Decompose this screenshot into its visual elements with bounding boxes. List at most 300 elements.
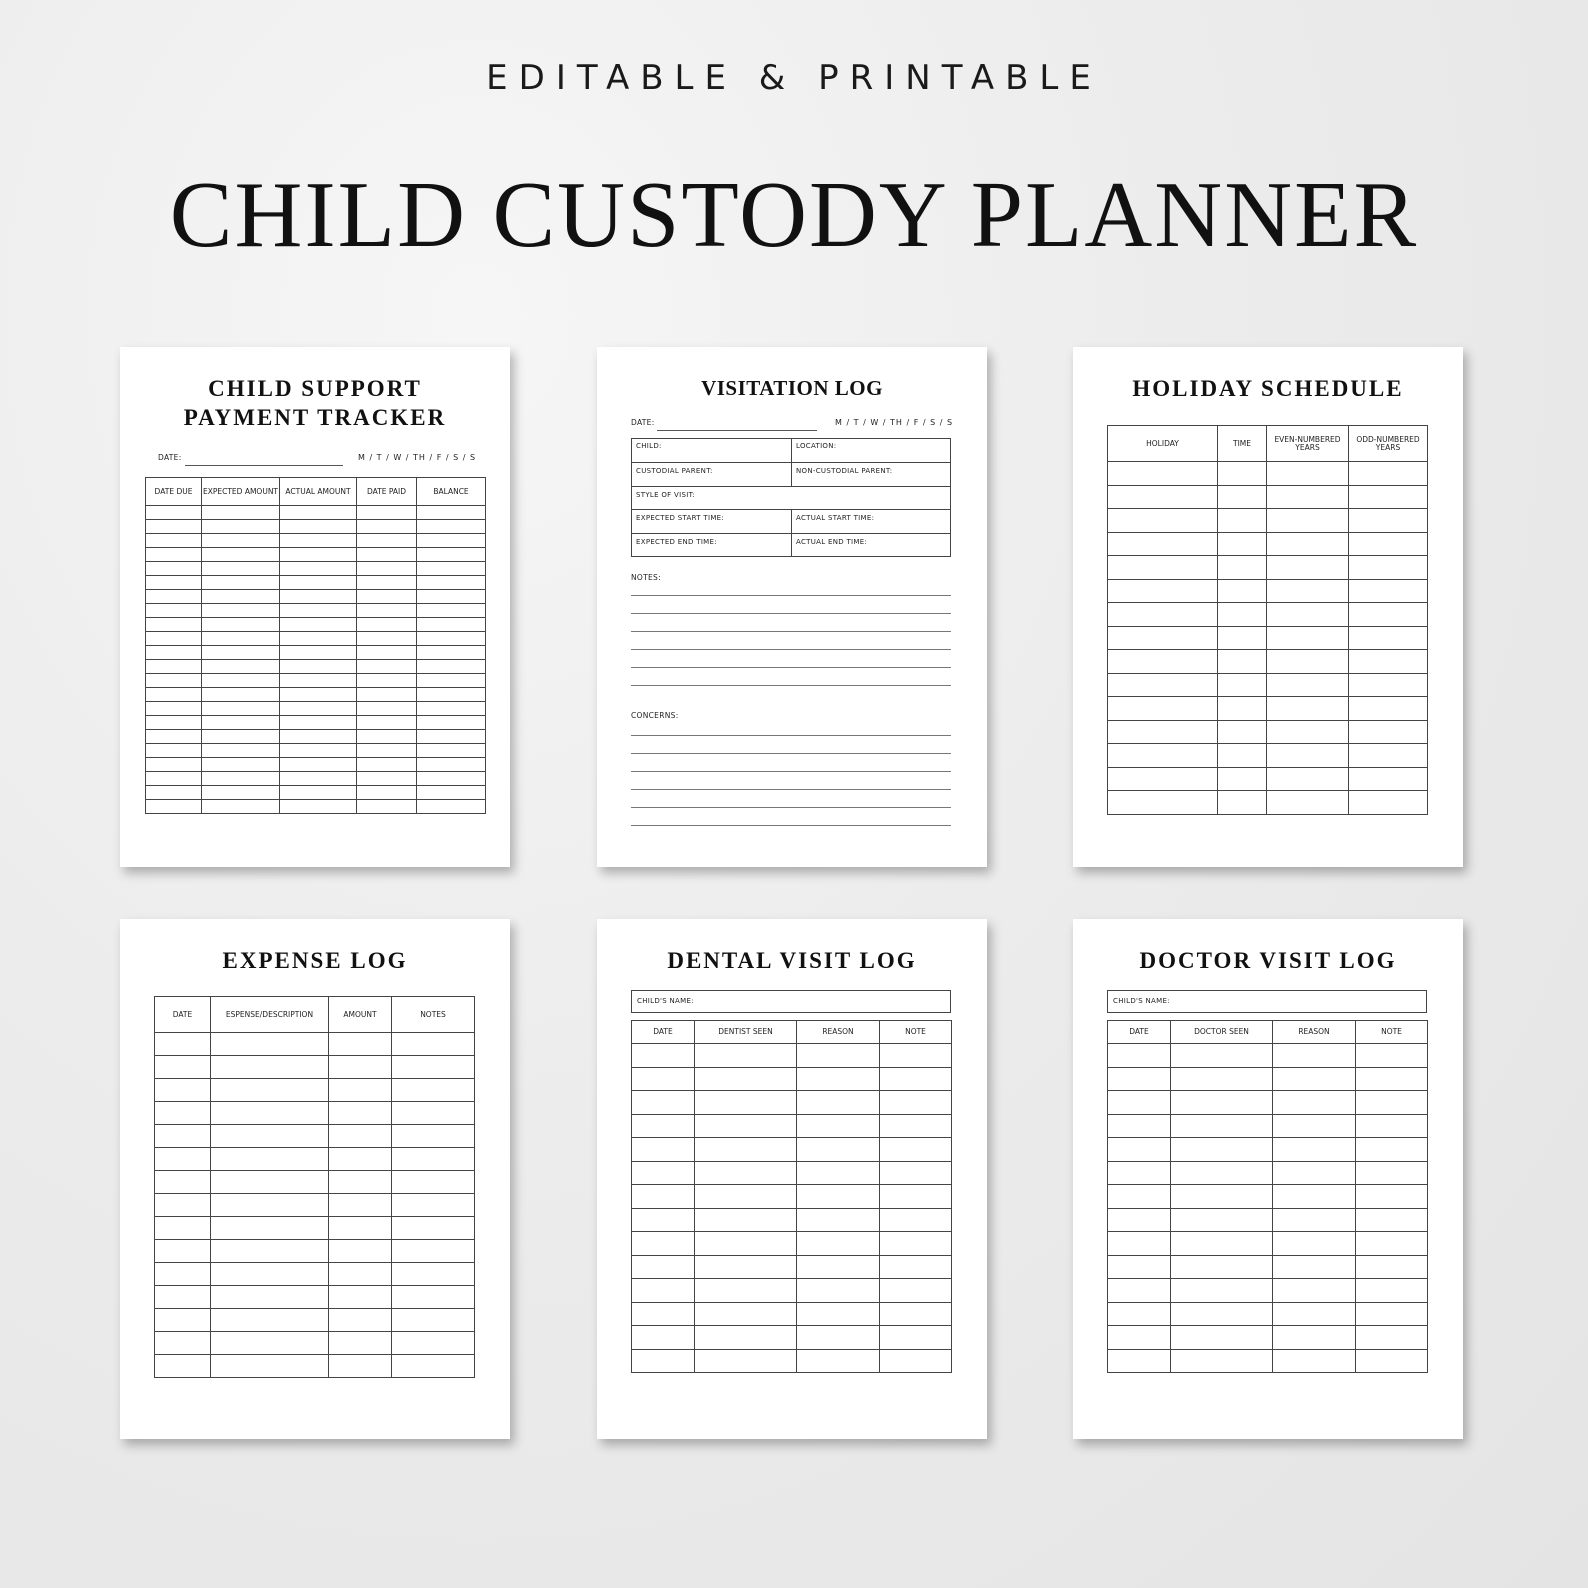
table-cell[interactable] [392,1148,475,1171]
table-cell[interactable] [202,674,280,688]
table-cell[interactable] [1267,673,1349,697]
table-cell[interactable] [392,1309,475,1332]
table-cell[interactable] [1356,1067,1428,1091]
table-cell[interactable] [146,786,202,800]
table-cell[interactable] [392,1286,475,1309]
table-cell[interactable] [1267,744,1349,768]
table-cell[interactable] [155,1286,211,1309]
table-cell[interactable] [1171,1326,1273,1350]
table-cell[interactable] [146,674,202,688]
table-cell[interactable] [1267,485,1349,509]
table-cell[interactable] [797,1138,880,1162]
table-cell[interactable] [797,1091,880,1115]
table-cell[interactable] [1267,626,1349,650]
table-cell[interactable] [146,562,202,576]
table-cell[interactable] [146,506,202,520]
table-cell[interactable] [1108,767,1218,791]
weekday-selector[interactable]: M / T / W / TH / F / S / S [358,453,477,462]
table-cell[interactable] [357,548,417,562]
table-cell[interactable] [280,506,357,520]
table-cell[interactable] [146,604,202,618]
table-cell[interactable] [280,646,357,660]
table-cell[interactable] [155,1355,211,1378]
table-cell[interactable] [146,688,202,702]
table-cell[interactable] [1273,1138,1356,1162]
table-cell[interactable] [202,744,280,758]
table-cell[interactable] [1108,1091,1171,1115]
expense-table[interactable] [154,996,475,1378]
table-cell[interactable] [202,786,280,800]
table-cell[interactable] [1267,650,1349,674]
table-cell[interactable] [357,688,417,702]
table-cell[interactable] [202,646,280,660]
table-cell[interactable] [1349,720,1428,744]
ruled-line[interactable] [631,613,951,614]
table-cell[interactable] [632,1185,695,1209]
doctor-table[interactable] [1107,1020,1428,1373]
table-cell[interactable] [357,632,417,646]
table-cell[interactable] [211,1125,329,1148]
table-cell[interactable] [1349,673,1428,697]
table-cell[interactable] [797,1185,880,1209]
table-cell[interactable] [392,1240,475,1263]
table-cell[interactable] [202,660,280,674]
table-cell[interactable] [695,1067,797,1091]
table-cell[interactable] [1108,1114,1171,1138]
table-cell[interactable] [417,702,486,716]
table-cell[interactable] [1267,767,1349,791]
table-cell[interactable] [357,772,417,786]
table-cell[interactable] [797,1349,880,1373]
table-cell[interactable] [146,660,202,674]
table-cell[interactable] [880,1232,952,1256]
table-cell[interactable] [202,576,280,590]
table-cell[interactable] [417,548,486,562]
table-cell[interactable] [392,1263,475,1286]
table-cell[interactable] [146,744,202,758]
table-cell[interactable] [392,1171,475,1194]
table-cell[interactable] [1273,1232,1356,1256]
table-cell[interactable] [392,1033,475,1056]
table-cell[interactable] [1356,1255,1428,1279]
table-cell[interactable] [417,758,486,772]
table-cell[interactable] [1267,603,1349,627]
table-cell[interactable] [1218,509,1267,533]
table-cell[interactable] [329,1056,392,1079]
table-cell[interactable] [155,1263,211,1286]
holiday-table[interactable] [1107,425,1428,815]
table-cell[interactable] [1108,1232,1171,1256]
table-cell[interactable] [329,1355,392,1378]
table-cell[interactable] [1267,532,1349,556]
table-cell[interactable] [202,604,280,618]
table-cell[interactable] [357,716,417,730]
table-cell[interactable] [280,632,357,646]
expected-start-field[interactable]: EXPECTED START TIME: [636,514,725,522]
table-cell[interactable] [417,660,486,674]
table-cell[interactable] [1171,1232,1273,1256]
table-cell[interactable] [392,1355,475,1378]
table-cell[interactable] [1108,1255,1171,1279]
ruled-line[interactable] [631,789,951,790]
table-cell[interactable] [1356,1302,1428,1326]
visit-info-box[interactable] [631,438,951,557]
table-cell[interactable] [417,520,486,534]
table-cell[interactable] [329,1240,392,1263]
table-cell[interactable] [1356,1161,1428,1185]
table-cell[interactable] [211,1217,329,1240]
table-cell[interactable] [211,1309,329,1332]
ruled-line[interactable] [631,685,951,686]
table-cell[interactable] [1349,767,1428,791]
table-cell[interactable] [329,1263,392,1286]
table-cell[interactable] [880,1208,952,1232]
table-cell[interactable] [1218,556,1267,580]
table-cell[interactable] [880,1279,952,1303]
table-cell[interactable] [695,1208,797,1232]
table-cell[interactable] [417,786,486,800]
table-cell[interactable] [1108,650,1218,674]
table-cell[interactable] [695,1302,797,1326]
table-cell[interactable] [202,772,280,786]
table-cell[interactable] [1356,1279,1428,1303]
table-cell[interactable] [1349,509,1428,533]
ruled-line[interactable] [631,595,951,596]
sheet-child-support-tracker[interactable] [120,347,510,867]
table-cell[interactable] [155,1056,211,1079]
table-cell[interactable] [1171,1349,1273,1373]
table-cell[interactable] [1108,791,1218,815]
table-cell[interactable] [1349,650,1428,674]
table-cell[interactable] [1108,462,1218,486]
table-cell[interactable] [280,758,357,772]
table-cell[interactable] [1218,532,1267,556]
table-cell[interactable] [417,646,486,660]
table-cell[interactable] [1273,1208,1356,1232]
table-cell[interactable] [797,1326,880,1350]
table-cell[interactable] [202,534,280,548]
table-cell[interactable] [211,1194,329,1217]
expected-end-field[interactable]: EXPECTED END TIME: [636,538,717,546]
table-cell[interactable] [1273,1067,1356,1091]
table-cell[interactable] [211,1240,329,1263]
style-of-visit-field[interactable]: STYLE OF VISIT: [636,491,696,499]
table-cell[interactable] [202,590,280,604]
table-cell[interactable] [417,772,486,786]
table-cell[interactable] [632,1232,695,1256]
table-cell[interactable] [1171,1279,1273,1303]
table-cell[interactable] [202,716,280,730]
dental-table[interactable] [631,1020,952,1373]
table-cell[interactable] [632,1161,695,1185]
sheet-dental-visit-log[interactable] [597,919,987,1439]
table-cell[interactable] [1108,1185,1171,1209]
table-cell[interactable] [392,1102,475,1125]
table-cell[interactable] [1273,1302,1356,1326]
table-cell[interactable] [417,534,486,548]
table-cell[interactable] [632,1114,695,1138]
table-cell[interactable] [155,1102,211,1125]
table-cell[interactable] [880,1349,952,1373]
table-cell[interactable] [146,758,202,772]
table-cell[interactable] [280,590,357,604]
table-cell[interactable] [357,674,417,688]
table-cell[interactable] [632,1044,695,1068]
table-cell[interactable] [202,632,280,646]
table-cell[interactable] [1108,1349,1171,1373]
date-line[interactable] [657,430,817,431]
table-cell[interactable] [1108,1138,1171,1162]
table-cell[interactable] [1273,1255,1356,1279]
table-cell[interactable] [417,730,486,744]
table-cell[interactable] [392,1056,475,1079]
table-cell[interactable] [797,1044,880,1068]
payment-table[interactable] [145,477,486,814]
table-cell[interactable] [357,590,417,604]
table-cell[interactable] [417,674,486,688]
sheet-holiday-schedule[interactable] [1073,347,1463,867]
table-cell[interactable] [417,800,486,814]
sheet-visitation-log[interactable] [597,347,987,867]
table-cell[interactable] [280,520,357,534]
table-cell[interactable] [280,548,357,562]
table-cell[interactable] [1218,767,1267,791]
table-cell[interactable] [211,1079,329,1102]
table-cell[interactable] [211,1332,329,1355]
table-cell[interactable] [211,1148,329,1171]
table-cell[interactable] [1218,744,1267,768]
table-cell[interactable] [1273,1044,1356,1068]
table-cell[interactable] [632,1326,695,1350]
table-cell[interactable] [1356,1349,1428,1373]
table-cell[interactable] [357,506,417,520]
table-cell[interactable] [1356,1185,1428,1209]
table-cell[interactable] [280,562,357,576]
table-cell[interactable] [1108,1326,1171,1350]
table-cell[interactable] [146,534,202,548]
table-cell[interactable] [1108,1279,1171,1303]
table-cell[interactable] [155,1079,211,1102]
table-cell[interactable] [695,1349,797,1373]
table-cell[interactable] [155,1194,211,1217]
table-cell[interactable] [211,1102,329,1125]
table-cell[interactable] [1218,626,1267,650]
table-cell[interactable] [1171,1138,1273,1162]
table-cell[interactable] [202,730,280,744]
table-cell[interactable] [632,1349,695,1373]
table-cell[interactable] [632,1138,695,1162]
table-cell[interactable] [797,1067,880,1091]
ruled-line[interactable] [631,631,951,632]
table-cell[interactable] [880,1302,952,1326]
table-cell[interactable] [146,520,202,534]
sheet-doctor-visit-log[interactable] [1073,919,1463,1439]
table-cell[interactable] [146,772,202,786]
table-cell[interactable] [357,576,417,590]
table-cell[interactable] [1267,791,1349,815]
table-cell[interactable] [1171,1185,1273,1209]
table-cell[interactable] [329,1217,392,1240]
table-cell[interactable] [155,1171,211,1194]
table-cell[interactable] [280,730,357,744]
table-cell[interactable] [1267,720,1349,744]
table-cell[interactable] [329,1332,392,1355]
table-cell[interactable] [202,506,280,520]
table-cell[interactable] [797,1232,880,1256]
table-cell[interactable] [280,772,357,786]
table-cell[interactable] [211,1056,329,1079]
table-cell[interactable] [695,1232,797,1256]
table-cell[interactable] [632,1302,695,1326]
table-cell[interactable] [357,660,417,674]
table-cell[interactable] [357,646,417,660]
table-cell[interactable] [146,590,202,604]
table-cell[interactable] [202,800,280,814]
table-cell[interactable] [357,604,417,618]
table-cell[interactable] [357,744,417,758]
table-cell[interactable] [357,534,417,548]
table-cell[interactable] [211,1033,329,1056]
table-cell[interactable] [1171,1091,1273,1115]
table-cell[interactable] [632,1067,695,1091]
table-cell[interactable] [357,702,417,716]
table-cell[interactable] [1108,1161,1171,1185]
table-cell[interactable] [880,1138,952,1162]
table-cell[interactable] [155,1240,211,1263]
table-cell[interactable] [1108,532,1218,556]
table-cell[interactable] [632,1091,695,1115]
table-cell[interactable] [797,1279,880,1303]
table-cell[interactable] [357,520,417,534]
table-cell[interactable] [1349,791,1428,815]
table-cell[interactable] [797,1255,880,1279]
table-cell[interactable] [1356,1114,1428,1138]
table-cell[interactable] [1108,1208,1171,1232]
custodial-parent-field[interactable]: CUSTODIAL PARENT: [636,467,713,475]
table-cell[interactable] [211,1355,329,1378]
table-cell[interactable] [280,604,357,618]
table-cell[interactable] [1273,1279,1356,1303]
table-cell[interactable] [1218,650,1267,674]
table-cell[interactable] [1108,697,1218,721]
table-cell[interactable] [392,1079,475,1102]
table-cell[interactable] [695,1255,797,1279]
table-cell[interactable] [880,1161,952,1185]
table-cell[interactable] [1108,720,1218,744]
table-cell[interactable] [1267,462,1349,486]
table-cell[interactable] [1108,485,1218,509]
table-cell[interactable] [1218,579,1267,603]
table-cell[interactable] [329,1033,392,1056]
table-cell[interactable] [797,1114,880,1138]
table-cell[interactable] [1218,791,1267,815]
table-cell[interactable] [329,1171,392,1194]
table-cell[interactable] [146,716,202,730]
table-cell[interactable] [357,730,417,744]
table-cell[interactable] [1108,603,1218,627]
table-cell[interactable] [1108,626,1218,650]
table-cell[interactable] [417,576,486,590]
table-cell[interactable] [1356,1091,1428,1115]
table-cell[interactable] [146,632,202,646]
table-cell[interactable] [155,1125,211,1148]
table-cell[interactable] [329,1309,392,1332]
table-cell[interactable] [1349,462,1428,486]
location-field[interactable]: LOCATION: [796,442,837,450]
table-cell[interactable] [417,506,486,520]
table-cell[interactable] [417,604,486,618]
table-cell[interactable] [1171,1302,1273,1326]
table-cell[interactable] [146,702,202,716]
table-cell[interactable] [1218,720,1267,744]
table-cell[interactable] [1218,673,1267,697]
table-cell[interactable] [632,1255,695,1279]
table-cell[interactable] [417,632,486,646]
table-cell[interactable] [155,1148,211,1171]
table-cell[interactable] [417,716,486,730]
table-cell[interactable] [392,1217,475,1240]
table-cell[interactable] [329,1148,392,1171]
table-cell[interactable] [146,618,202,632]
table-cell[interactable] [392,1125,475,1148]
ruled-line[interactable] [631,735,951,736]
table-cell[interactable] [1349,485,1428,509]
table-cell[interactable] [880,1091,952,1115]
ruled-line[interactable] [631,807,951,808]
table-cell[interactable] [1349,603,1428,627]
table-cell[interactable] [1349,556,1428,580]
table-cell[interactable] [1356,1044,1428,1068]
ruled-line[interactable] [631,649,951,650]
table-cell[interactable] [880,1185,952,1209]
table-cell[interactable] [1267,697,1349,721]
table-cell[interactable] [202,548,280,562]
table-cell[interactable] [1171,1255,1273,1279]
table-cell[interactable] [280,674,357,688]
table-cell[interactable] [357,562,417,576]
table-cell[interactable] [357,618,417,632]
table-cell[interactable] [357,800,417,814]
table-cell[interactable] [1218,603,1267,627]
table-cell[interactable] [1108,1302,1171,1326]
table-cell[interactable] [280,716,357,730]
table-cell[interactable] [1273,1185,1356,1209]
actual-start-field[interactable]: ACTUAL START TIME: [796,514,875,522]
table-cell[interactable] [1349,697,1428,721]
table-cell[interactable] [1349,579,1428,603]
table-cell[interactable] [357,786,417,800]
table-cell[interactable] [1356,1138,1428,1162]
table-cell[interactable] [146,548,202,562]
table-cell[interactable] [155,1217,211,1240]
table-cell[interactable] [155,1332,211,1355]
table-cell[interactable] [1273,1326,1356,1350]
table-cell[interactable] [1218,485,1267,509]
table-cell[interactable] [1273,1114,1356,1138]
table-cell[interactable] [280,702,357,716]
table-cell[interactable] [357,758,417,772]
table-cell[interactable] [202,562,280,576]
table-cell[interactable] [1171,1114,1273,1138]
table-cell[interactable] [146,576,202,590]
table-cell[interactable] [1349,626,1428,650]
childs-name-field[interactable] [631,990,951,1013]
ruled-line[interactable] [631,825,951,826]
table-cell[interactable] [880,1114,952,1138]
table-cell[interactable] [392,1194,475,1217]
table-cell[interactable] [155,1309,211,1332]
table-cell[interactable] [280,534,357,548]
